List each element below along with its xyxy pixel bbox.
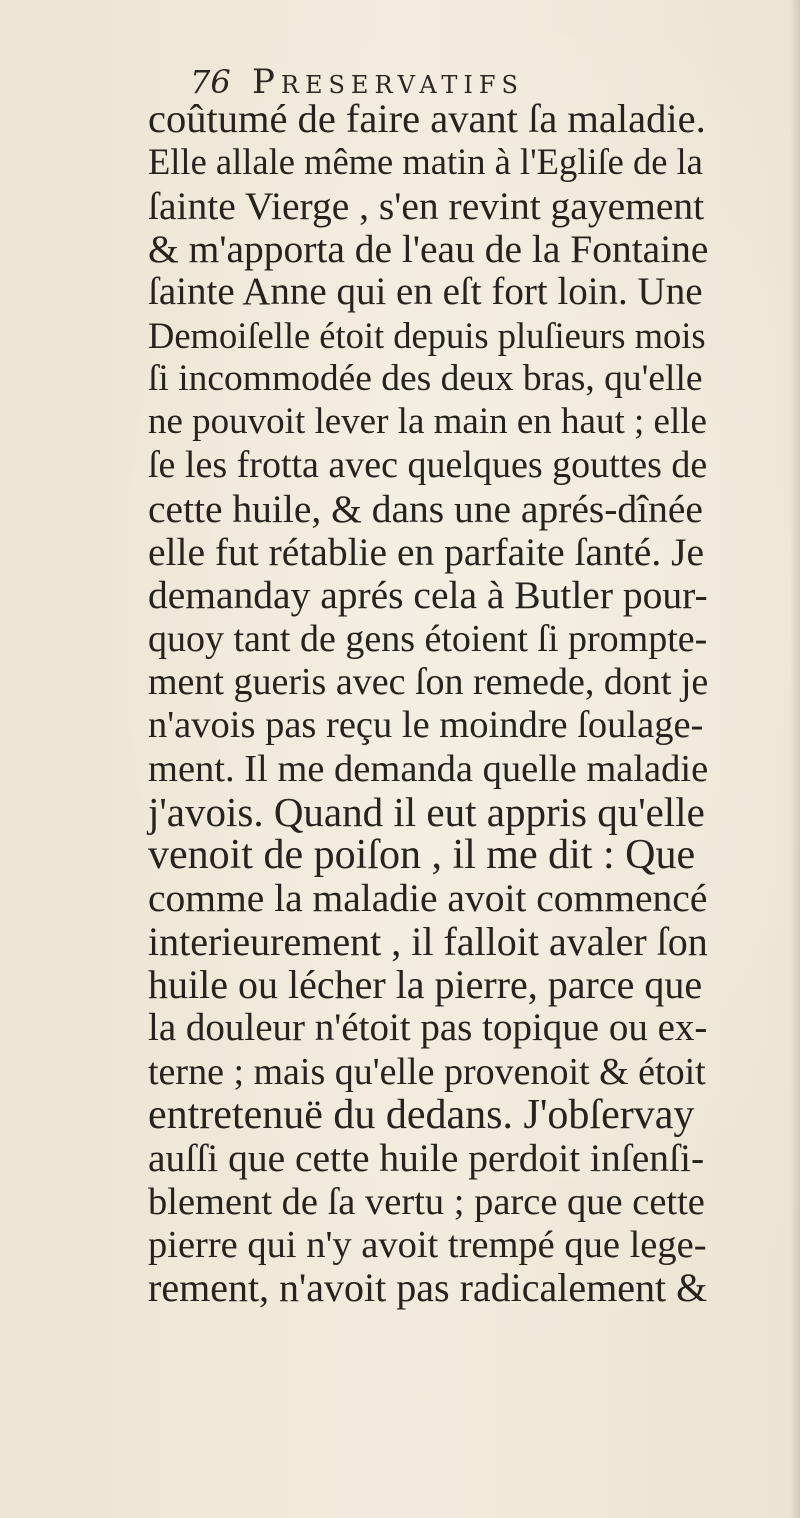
text-line: blement de ſa vertu ; parce que cette	[148, 1180, 705, 1223]
text-line: entretenuë du dedans. J'obſervay	[148, 1091, 695, 1138]
text-line: elle fut rétablie en parfaite ſanté. Je	[148, 530, 704, 574]
running-title-initial: P	[252, 62, 281, 102]
text-line: huile ou lécher la pierre, parce que	[148, 962, 703, 1007]
text-line: interieurement , il falloit avaler ſon	[148, 918, 708, 964]
text-line: Elle allale même matin à l'Egliſe de la	[148, 141, 703, 183]
text-line: coûtumé de faire avant ſa maladie.	[148, 96, 706, 141]
page-number: 76	[190, 63, 231, 101]
text-line: ſi incommodée des deux bras, qu'elle	[148, 357, 703, 399]
text-line: & m'apporta de l'eau de la Fontaine	[148, 226, 709, 271]
page-edge-shadow	[790, 0, 800, 1518]
text-line: ne pouvoit lever la main en haut ; elle	[148, 401, 707, 443]
text-line: ſainte Anne qui en eſt fort loin. Une	[148, 270, 703, 314]
text-line: ment gueris avec ſon remede, dont je	[148, 660, 709, 703]
text-line: comme la maladie avoit commencé	[148, 876, 708, 921]
text-line: auſſi que cette huile perdoit inſenſi-	[148, 1136, 705, 1181]
text-line: cette huile, & dans une aprés-dînée	[148, 486, 703, 531]
text-line: la douleur n'étoit pas topique ou ex-	[148, 1006, 708, 1050]
text-line: n'avois pas reçu le moindre ſoulage-	[148, 704, 704, 747]
text-line: j'avois. Quand il eut appris qu'elle	[148, 788, 705, 835]
text-line: ſainte Vierge , s'en revint gayement	[148, 183, 705, 228]
text-line: rement, n'avoit pas radicalement &	[148, 1265, 708, 1311]
text-line: demanday aprés cela à Butler pour-	[148, 573, 708, 618]
text-line: ſe les frotta avec quelques gouttes de	[148, 444, 708, 487]
text-line: terne ; mais qu'elle provenoit & étoit	[148, 1050, 706, 1093]
text-line: ment. Il me demanda quelle maladie	[148, 747, 709, 790]
text-line: pierre qui n'y avoit trempé que lege-	[148, 1223, 707, 1266]
text-line: Demoiſelle étoit depuis pluſieurs mois	[148, 314, 706, 356]
text-line: venoit de poiſon , il me dit : Que	[148, 832, 696, 879]
running-title-rest: RESERVATIFS	[280, 71, 524, 99]
text-line: quoy tant de gens étoient ſi prompte-	[148, 617, 708, 660]
